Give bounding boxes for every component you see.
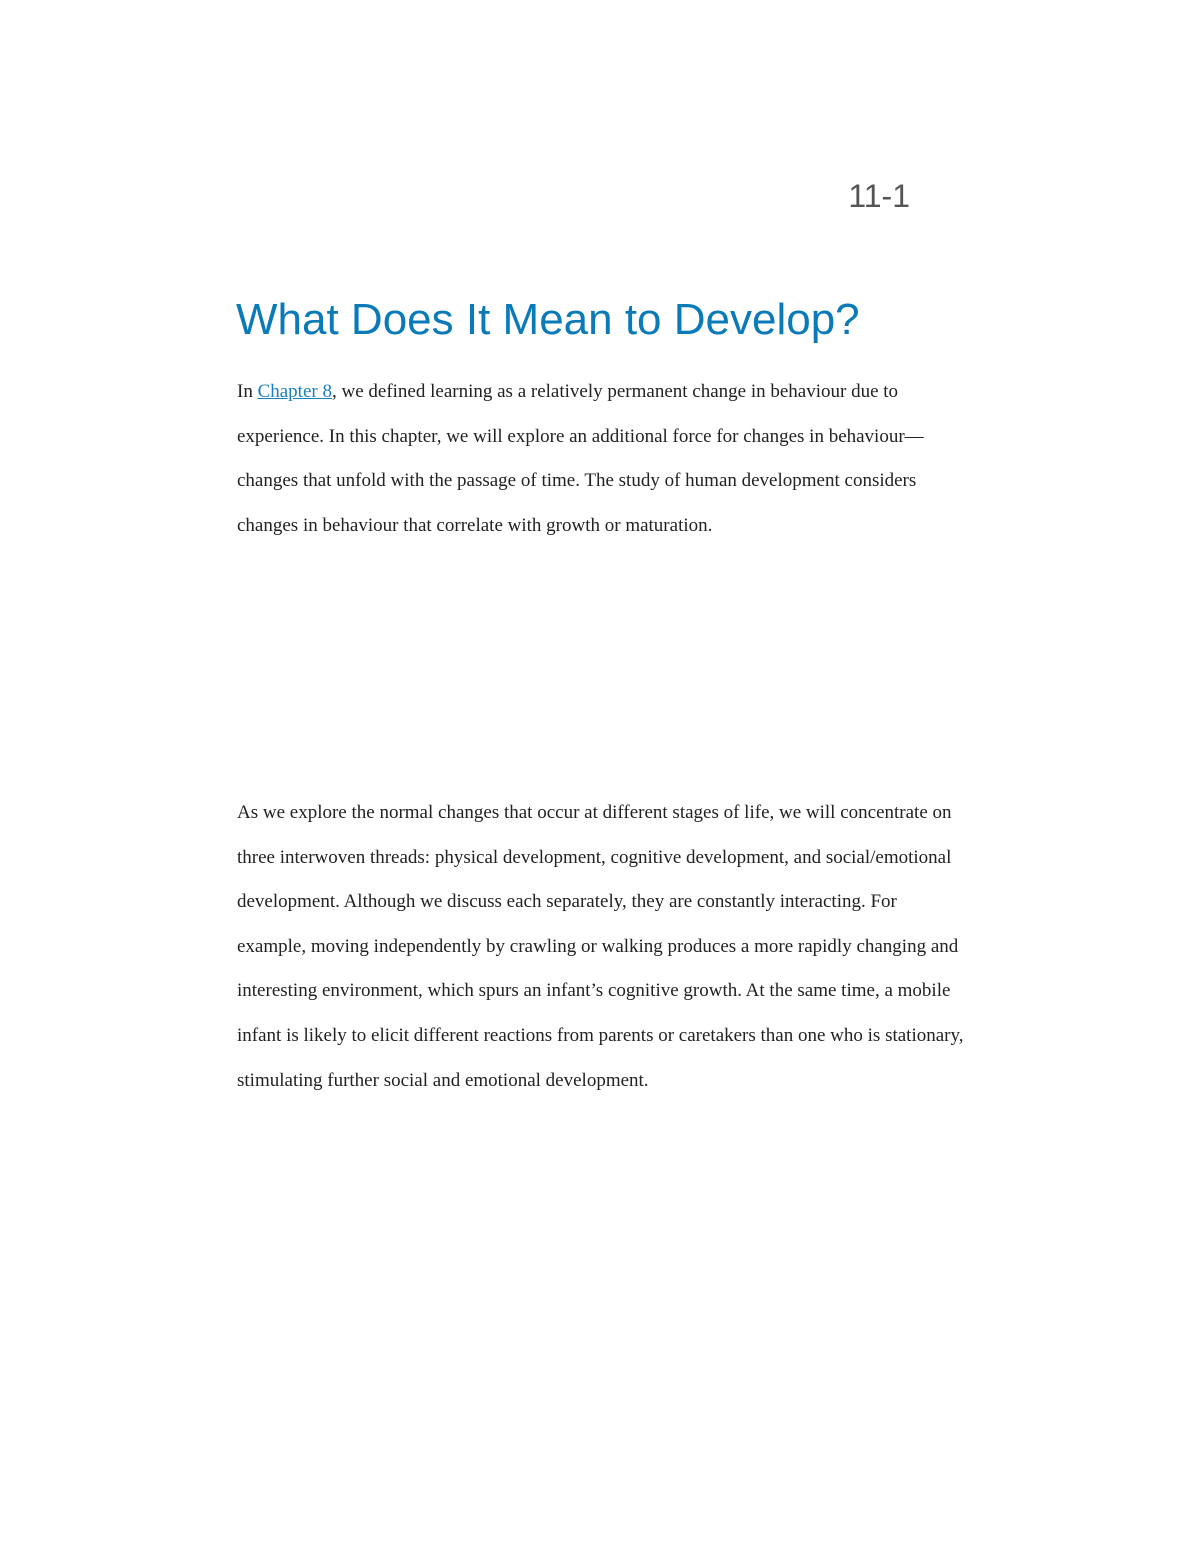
paragraph-threads: As we explore the normal changes that occur at different stages of life, we will concentrate on three interwoven threads: physical development, cognitive development, and social/emotional development. Although we discuss each separately, they are constantly interacting. For example, moving independently by crawling or walking produces a more rapidly changing and interesting environment, which spurs an infant’s cognitive growth. At the same time, a mobile infant is likely to elicit different reactions from parents or caretakers than one who is stationary, stimulating further social and emotional development. — [237, 802, 964, 1091]
paragraph-intro-text: , we defined learning as a relatively permanent change in behaviour due to experience. In this chapter, we will explore an additional force for changes in behaviour—changes that unfold with the passage of time. The study of human development considers changes in behaviour that correlate with growth or maturation. — [237, 381, 924, 536]
section-heading: What Does It Mean to Develop? — [236, 295, 860, 344]
paragraph-intro-prefix: In — [237, 381, 258, 402]
chapter-8-link[interactable]: Chapter 8 — [257, 381, 332, 402]
paragraph-intro — [237, 370, 965, 548]
page-number: 11-1 — [848, 178, 910, 214]
